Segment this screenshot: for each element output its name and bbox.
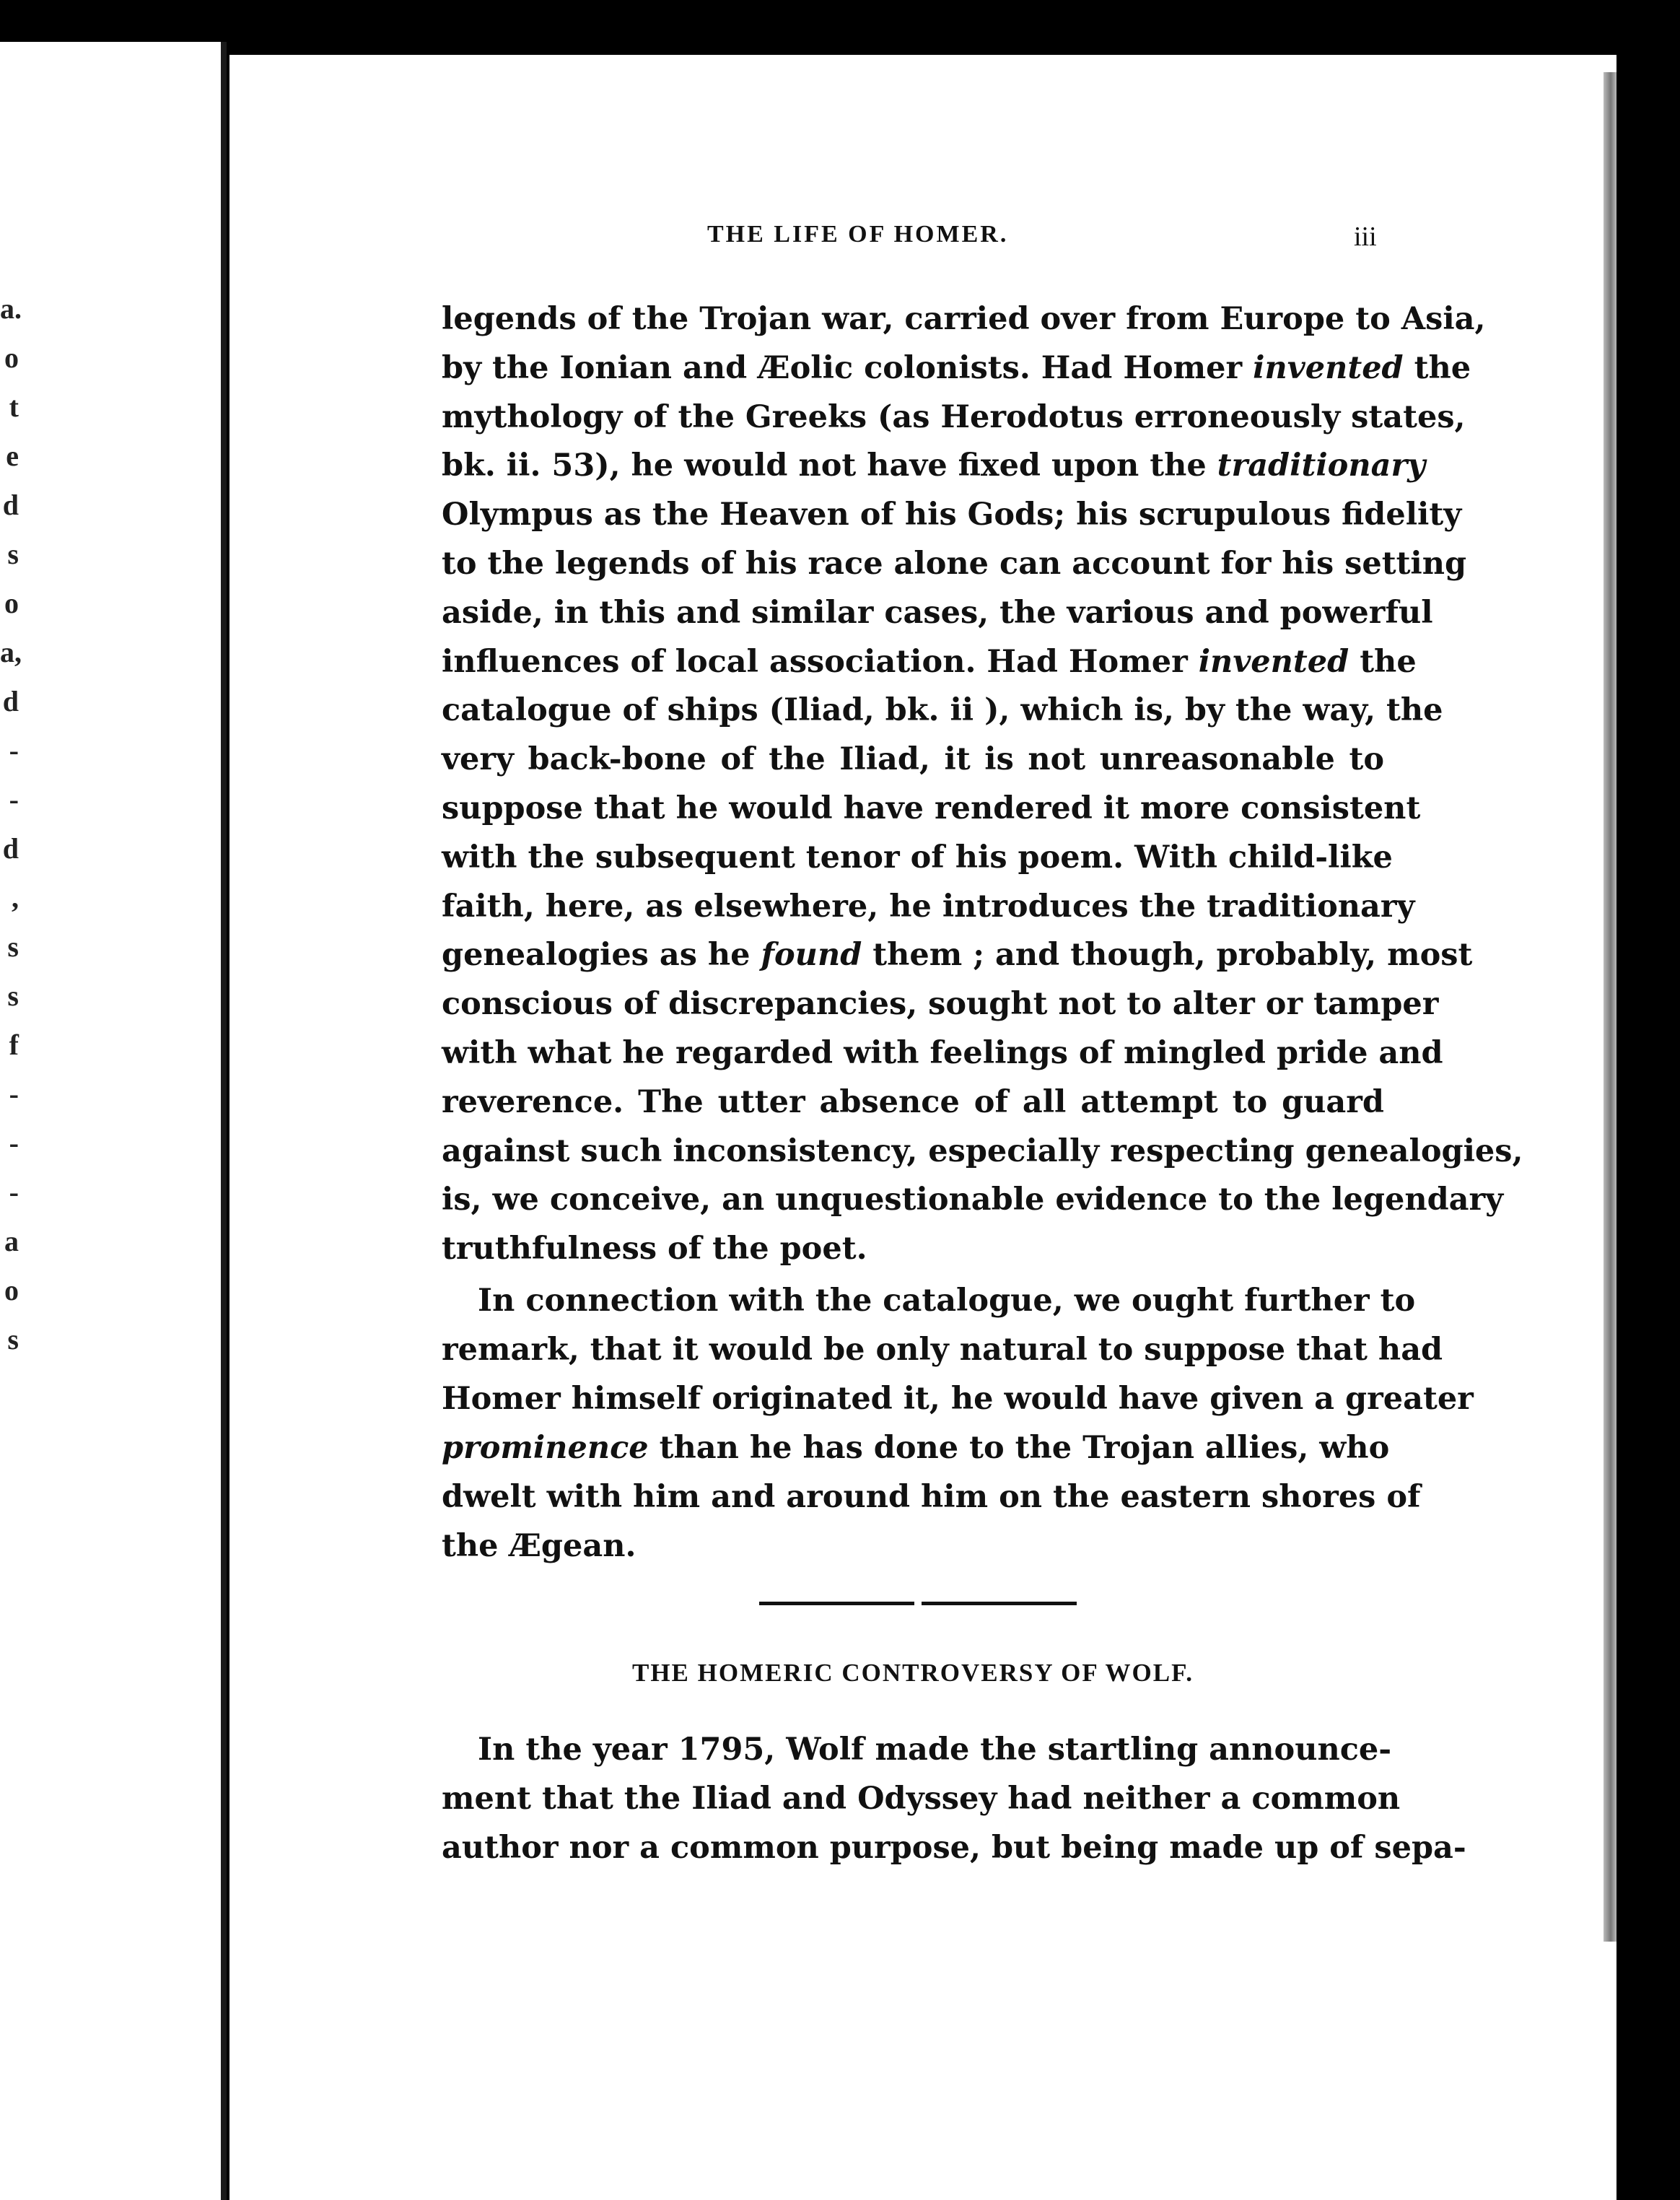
text-line — [442, 1777, 1401, 1820]
text-line — [442, 346, 1471, 390]
cropped-margin-char: s — [7, 930, 19, 963]
text-run: with what he regarded with feelings of mingled pride and — [442, 1035, 1443, 1071]
text-run: In connection with the catalogue, we ought further to — [478, 1283, 1416, 1319]
left-page-edge — [0, 42, 222, 2200]
text-run: bk. ii. 53), he would not have fixed upon the — [442, 448, 1217, 484]
text-run: by the Ionian and Æolic colonists. Had Homer — [442, 349, 1254, 386]
cropped-margin-char: - — [9, 783, 19, 816]
text-run: against such inconsistency, especially respecting genealogies, — [442, 1132, 1523, 1169]
text-line — [442, 542, 1467, 585]
text-run: author nor a common purpose, but being made up of sepa- — [442, 1830, 1466, 1866]
text-line — [442, 297, 1486, 341]
divider-segment-right — [922, 1602, 1077, 1605]
running-head: THE LIFE OF HOMER. — [707, 221, 1009, 248]
cropped-margin-char: s — [7, 538, 19, 570]
scan-frame-right — [1616, 0, 1680, 2200]
text-run: to the legends of his race alone can account for his setting — [442, 546, 1467, 582]
cropped-margin-char: - — [9, 1078, 19, 1110]
cropped-margin-char: - — [9, 734, 19, 767]
text-line — [442, 933, 1473, 977]
text-line — [442, 493, 1462, 536]
cropped-margin-char: - — [9, 1176, 19, 1208]
cropped-margin-char: , — [12, 881, 19, 914]
text-run: than he has done to the Trojan allies, who — [648, 1430, 1390, 1466]
text-run: Homer himself originated it, he would have given a greater — [442, 1381, 1474, 1417]
text-line — [442, 1475, 1421, 1519]
italic-text-run: prominence — [442, 1430, 649, 1466]
cropped-margin-char: d — [2, 489, 19, 521]
divider-segment-left — [759, 1602, 914, 1605]
text-line — [442, 396, 1466, 439]
italic-text-run: invented — [1198, 643, 1349, 680]
text-run: reverence. The utter absence of all attempt to guard — [442, 1083, 1384, 1120]
section-heading: THE HOMERIC CONTROVERSY OF WOLF. — [631, 1659, 1194, 1687]
text-run: catalogue of ships (Iliad, bk. ii ), which is, by the way, the — [442, 692, 1443, 729]
text-line — [442, 1826, 1466, 1869]
italic-text-run: invented — [1253, 349, 1404, 386]
text-run: faith, here, as elsewhere, he introduces the traditionary — [442, 888, 1415, 925]
cropped-margin-char: d — [2, 832, 19, 865]
cropped-margin-char: s — [7, 1323, 19, 1356]
cropped-margin-char: - — [9, 1127, 19, 1159]
cropped-margin-char: o — [4, 1274, 19, 1306]
cropped-margin-char: t — [9, 390, 19, 423]
text-run: very back-bone of the Iliad, it is not unreasonable to — [442, 741, 1384, 778]
text-run: the — [1349, 643, 1417, 680]
text-run: In the year 1795, Wolf made the startling announce- — [478, 1732, 1392, 1768]
scan-frame-top — [0, 0, 1680, 45]
cropped-margin-char: f — [9, 1029, 19, 1061]
text-line — [478, 1728, 1392, 1771]
cropped-margin-char: o — [4, 341, 19, 374]
text-run: influences of local association. Had Homer — [442, 643, 1199, 680]
text-line — [442, 982, 1439, 1026]
cropped-margin-char: d — [2, 685, 19, 717]
text-run: suppose that he would have rendered it more consistent — [442, 790, 1421, 826]
text-line — [442, 1178, 1504, 1221]
page-number: iii — [1354, 222, 1377, 252]
text-run: aside, in this and similar cases, the various and powerful — [442, 594, 1433, 631]
text-line — [478, 1279, 1416, 1322]
text-line — [442, 1227, 1384, 1270]
text-run: the — [1403, 349, 1471, 386]
text-run: with the subsequent tenor of his poem. With child-like — [442, 839, 1393, 876]
text-line — [442, 1377, 1474, 1420]
text-line — [442, 836, 1393, 879]
text-run: mythology of the Greeks (as Herodotus erroneously states, — [442, 398, 1466, 435]
text-line — [442, 444, 1426, 487]
text-line — [442, 1130, 1523, 1173]
text-run: legends of the Trojan war, carried over from Europe to Asia, — [442, 301, 1486, 337]
cropped-margin-char: a. — [0, 292, 22, 325]
book-gutter — [221, 42, 227, 2200]
page-edge-shadow — [1604, 72, 1618, 1942]
italic-text-run: traditionary — [1217, 448, 1426, 484]
text-run: ment that the Iliad and Odyssey had neither a common — [442, 1781, 1401, 1817]
text-line — [442, 591, 1433, 634]
text-line — [442, 1328, 1443, 1371]
text-run: truthfulness of the poet. — [442, 1231, 867, 1267]
text-run: Olympus as the Heaven of his Gods; his scrupulous fidelity — [442, 497, 1462, 533]
text-line — [442, 738, 1384, 781]
text-run: conscious of discrepancies, sought not to alter or tamper — [442, 986, 1439, 1023]
italic-text-run: found — [761, 937, 862, 974]
section-divider-rule — [759, 1602, 1077, 1606]
text-line — [442, 1426, 1390, 1470]
cropped-margin-char: e — [6, 440, 19, 472]
text-run: dwelt with him and around him on the eastern shores of — [442, 1479, 1421, 1515]
text-run: them ; and though, probably, most — [862, 937, 1473, 974]
text-line — [442, 885, 1415, 928]
text-run: remark, that it would be only natural to suppose that had — [442, 1332, 1443, 1368]
text-run: genealogies as he — [442, 937, 761, 974]
text-line — [442, 640, 1417, 684]
cropped-margin-char: o — [4, 587, 19, 619]
cropped-margin-char: a — [4, 1225, 19, 1257]
text-line — [442, 1524, 1384, 1568]
text-line — [442, 1081, 1384, 1124]
cropped-margin-char: s — [7, 979, 19, 1012]
text-line — [442, 787, 1421, 830]
text-line — [442, 689, 1443, 732]
text-line — [442, 1031, 1443, 1075]
text-run: the Ægean. — [442, 1528, 636, 1564]
cropped-margin-char: a, — [0, 636, 22, 668]
text-run: is, we conceive, an unquestionable evidence to the legendary — [442, 1182, 1504, 1218]
